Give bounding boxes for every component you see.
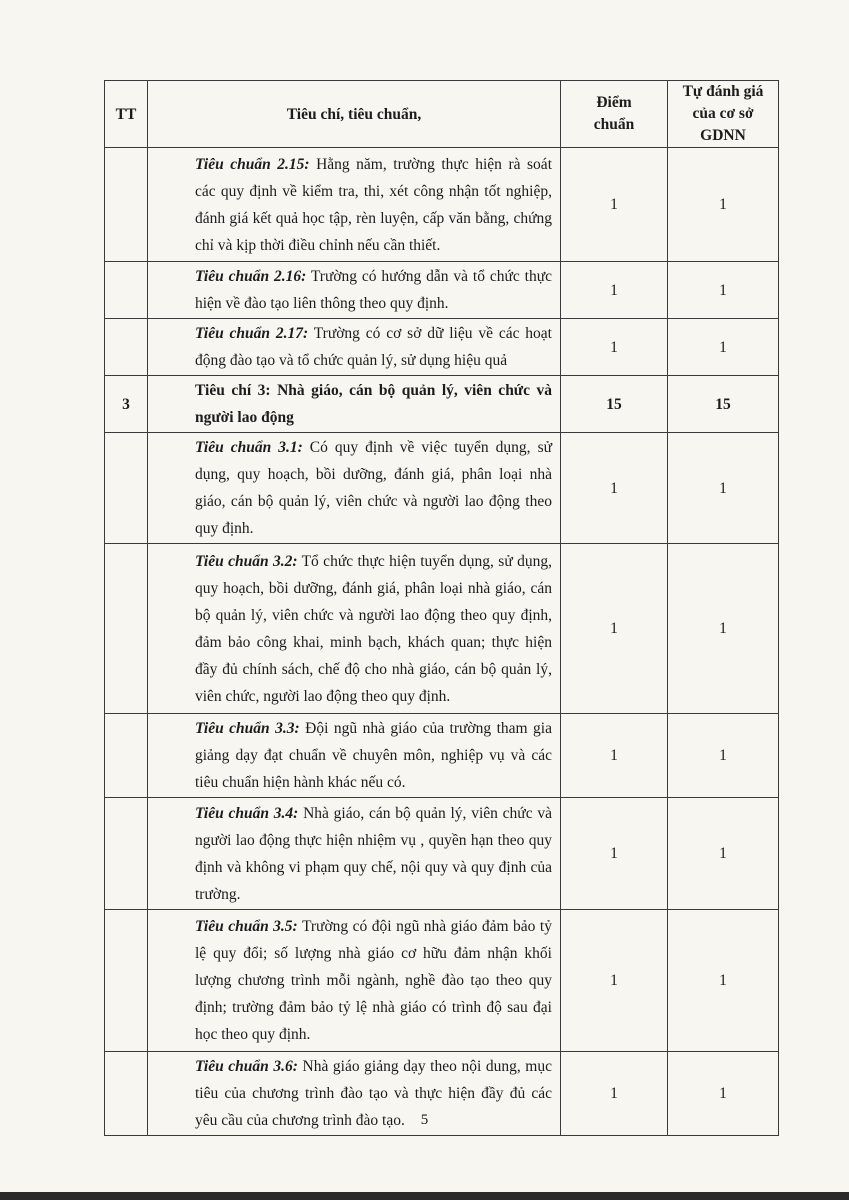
- row-self-score: 1: [668, 714, 779, 798]
- row-tt: 3: [105, 376, 148, 433]
- row-tt: [105, 148, 148, 262]
- header-self-evaluation: Tự đánh giá của cơ sở GDNN: [668, 81, 779, 148]
- criterion-row: [105, 376, 779, 433]
- table-row: [105, 544, 779, 714]
- standard-label: Tiêu chuẩn 3.3:: [195, 720, 300, 737]
- row-self-score: 1: [668, 910, 779, 1052]
- row-content: [148, 319, 561, 376]
- row-self-score: 1: [668, 798, 779, 910]
- row-self-score: 1: [668, 544, 779, 714]
- standard-text: Nhà giáo, cán bộ quản lý, viên chức và người lao động thực hiện nhiệm vụ , quyền hạn theo quy định và không vi phạm quy chế, nội quy và quy định của trường.: [195, 804, 552, 903]
- row-self-score: 1: [668, 1052, 779, 1136]
- table-row: [105, 148, 779, 262]
- header-criteria: Tiêu chí, tiêu chuẩn,: [148, 81, 561, 148]
- row-tt: [105, 433, 148, 544]
- scan-edge: [0, 1192, 849, 1200]
- standard-label: Tiêu chuẩn 2.16:: [195, 268, 307, 285]
- standard-label: Tiêu chuẩn 3.2:: [195, 552, 298, 570]
- standard-text: Trường có hướng dẫn và tổ chức thực hiện về đào tạo liên thông theo quy định.: [195, 268, 552, 312]
- header-tt: TT: [105, 81, 148, 148]
- table-row: [105, 262, 779, 319]
- standard-label: Tiêu chuẩn 3.4:: [195, 804, 299, 822]
- table-header-row: [105, 81, 779, 148]
- row-standard-score: 1: [561, 714, 668, 798]
- standard-label: Tiêu chuẩn 3.1:: [195, 439, 303, 456]
- row-tt: [105, 319, 148, 376]
- row-self-score: 1: [668, 148, 779, 262]
- row-content: [148, 433, 561, 544]
- standard-text: Có quy định về việc tuyển dụng, sử dụng, quy hoạch, bồi dưỡng, đánh giá, phân loại nhà giáo, cán bộ quản lý, viên chức và người lao động theo quy định.: [195, 439, 553, 537]
- header-standard-score: Điểm chuẩn: [561, 81, 668, 148]
- row-standard-score: 1: [561, 433, 668, 544]
- table-row: [105, 714, 779, 798]
- row-standard-score: 1: [561, 544, 668, 714]
- row-content: [148, 910, 561, 1052]
- standard-label: Tiêu chuẩn 2.17:: [195, 325, 309, 342]
- row-content: [148, 714, 561, 798]
- row-self-score: 1: [668, 262, 779, 319]
- row-standard-score: 1: [561, 262, 668, 319]
- row-tt: [105, 262, 148, 319]
- row-standard-score: 15: [561, 376, 668, 433]
- row-tt: [105, 544, 148, 714]
- row-standard-score: 1: [561, 1052, 668, 1136]
- standard-text: Trường có đội ngũ nhà giáo đảm bảo tỷ lệ quy đổi; số lượng nhà giáo cơ hữu đảm nhận khối lượng chương trình mỗi ngành, nghề đào tạo theo quy định; trường đảm bảo tỷ lệ nhà giáo có trình độ sau đại học theo quy định.: [195, 918, 552, 1043]
- row-standard-score: 1: [561, 319, 668, 376]
- row-standard-score: 1: [561, 148, 668, 262]
- standard-label: Tiêu chuẩn 2.15:: [195, 155, 310, 173]
- row-content: [148, 798, 561, 910]
- criteria-table: [104, 80, 779, 1136]
- row-content: [148, 148, 561, 262]
- standard-text: Hằng năm, trường thực hiện rà soát các quy định về kiểm tra, thi, xét công nhận tốt nghiệp, đánh giá kết quả học tập, rèn luyện, cấp văn bằng, chứng chỉ và kịp thời điều chỉnh nếu cần thiết.: [195, 155, 552, 254]
- row-self-score: 1: [668, 433, 779, 544]
- standard-label: Tiêu chuẩn 3.6:: [195, 1058, 298, 1075]
- row-tt: [105, 910, 148, 1052]
- page-number: 5: [420, 1112, 429, 1128]
- row-standard-score: 1: [561, 910, 668, 1052]
- table-row: [105, 319, 779, 376]
- standard-text: Trường có cơ sở dữ liệu về các hoạt động đào tạo và tổ chức quản lý, sử dụng hiệu quả: [195, 325, 552, 369]
- row-tt: [105, 714, 148, 798]
- standard-label: Tiêu chuẩn 3.5:: [195, 918, 298, 935]
- row-content: [148, 544, 561, 714]
- row-tt: [105, 798, 148, 910]
- row-content: [148, 262, 561, 319]
- table-row: [105, 433, 779, 544]
- row-self-score: 15: [668, 376, 779, 433]
- table-row: [105, 910, 779, 1052]
- standard-text: Tổ chức thực hiện tuyển dụng, sử dụng, quy hoạch, bồi dưỡng, đánh giá, phân loại nhà giáo, cán bộ quản lý, viên chức và người lao động theo quy định, đảm bảo công khai, minh bạch, khách quan; thực hiện đầy đủ chính sách, chế độ cho nhà giáo, cán bộ quản lý, viên chức, người lao động theo quy định.: [195, 552, 552, 705]
- row-standard-score: 1: [561, 798, 668, 910]
- criterion-title: Tiêu chí 3: Nhà giáo, cán bộ quản lý, viên chức và người lao động: [148, 376, 561, 433]
- row-self-score: 1: [668, 319, 779, 376]
- table-row: [105, 798, 779, 910]
- standard-text: Nhà giáo giảng dạy theo nội dung, mục tiêu của chương trình đào tạo và thực hiện đầy đủ các yêu cầu của chương trình đào tạo.: [195, 1058, 552, 1129]
- standard-text: Đội ngũ nhà giáo của trường tham gia giảng dạy đạt chuẩn về chuyên môn, nghiệp vụ và các tiêu chuẩn hiện hành khác nếu có.: [195, 720, 552, 791]
